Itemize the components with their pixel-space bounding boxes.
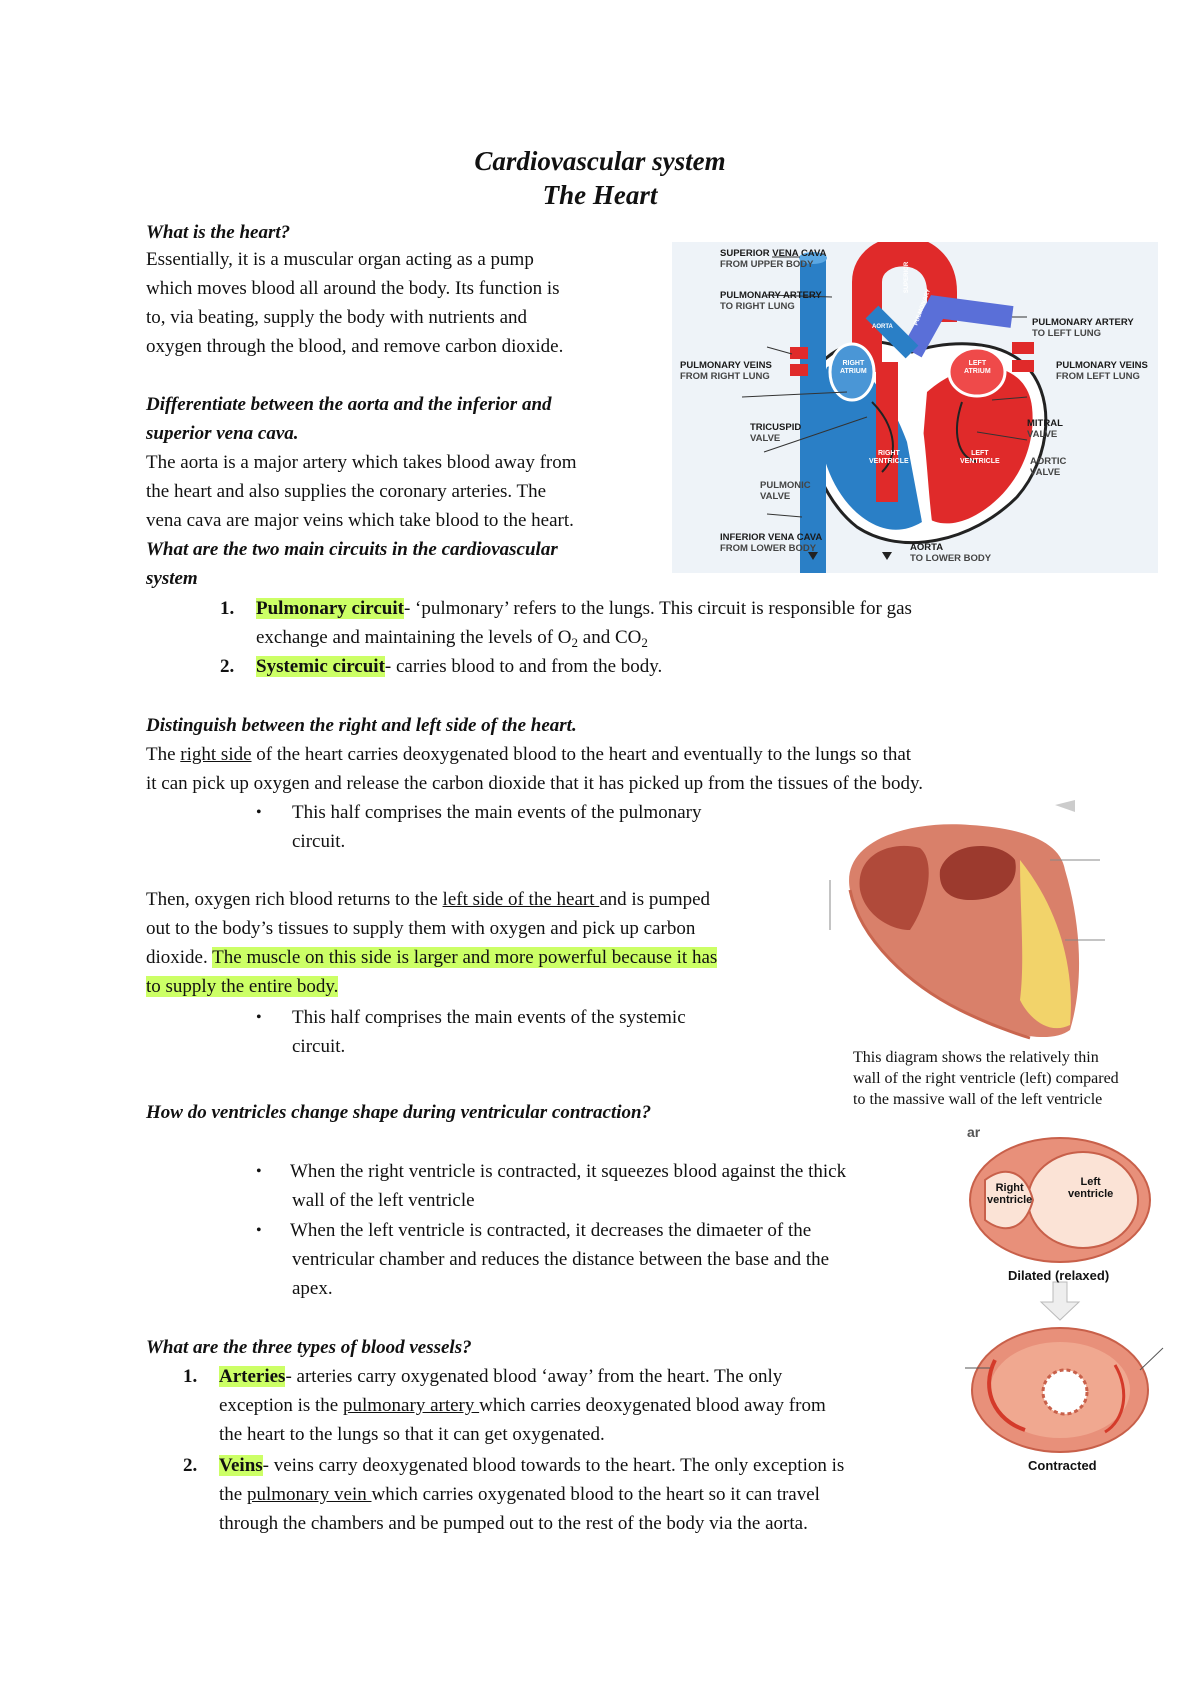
answer-sides-line — [146, 943, 717, 972]
label-line: VALVE — [760, 491, 791, 502]
circuit-desc: and CO — [578, 627, 642, 648]
label-line: FROM UPPER BODY — [720, 259, 814, 270]
label-line: PULMONARY ARTERY — [1032, 317, 1134, 328]
bullet-text: circuit. — [292, 1036, 346, 1057]
label-line: LEFT — [971, 450, 989, 457]
label-pv-left — [680, 360, 772, 382]
term-arteries: Arteries — [219, 1366, 286, 1387]
list-number — [183, 1451, 197, 1480]
answer-sides-line — [146, 972, 338, 1001]
label-aorta: AORTA — [872, 324, 893, 330]
label-left-atrium — [964, 360, 991, 376]
underlined-text: left side of the heart — [442, 889, 600, 910]
pv-right-1 — [1012, 342, 1034, 354]
label-right-atrium — [840, 360, 867, 376]
answer-heart-line: Essentially, it is a muscular organ acting as a pump — [146, 249, 534, 270]
label-line: TRICUSPID — [750, 422, 802, 433]
highlighted-text: The muscle on this side is larger and more powerful because it has — [212, 947, 718, 968]
answer-heart-line: oxygen through the blood, and remove carbon dioxide. — [146, 336, 564, 357]
label-line: VALVE — [1030, 467, 1061, 478]
arrow-head — [882, 552, 892, 560]
label-line: PULMONIC — [760, 480, 811, 491]
term-systemic-circuit: Systemic circuit — [256, 656, 385, 677]
question-sides: Distinguish between the right and left side of the heart. — [146, 715, 577, 736]
bullet-marker: • — [256, 1009, 262, 1026]
label-aorta-low — [910, 542, 991, 564]
dilated-left-ventricle — [1028, 1152, 1138, 1248]
circuit-desc: exchange and maintaining the levels of O — [256, 627, 572, 648]
text-run: which carries oxygenated blood to the heart so it can travel — [371, 1484, 820, 1505]
list-number: 2. — [220, 656, 235, 677]
bullet-text: When the left ventricle is contracted, it decreases the dimaeter of the — [290, 1220, 812, 1241]
question-aorta: Differentiate between the aorta and the inferior and — [146, 394, 552, 415]
label-line: PULMONARY VEINS — [680, 360, 772, 371]
bullet-text: When the right ventricle is contracted, it squeezes blood against the thick — [290, 1161, 847, 1182]
subscript: 2 — [641, 635, 648, 650]
pointer-line — [1140, 1348, 1163, 1370]
label-contracted: Contracted — [1028, 1458, 1097, 1473]
bullet-text: This half comprises the main events of the pulmonary — [292, 802, 702, 823]
circuit-desc: - ‘pulmonary’ refers to the lungs. This circuit is responsible for gas — [403, 598, 912, 619]
term-veins: Veins — [219, 1455, 263, 1476]
page-title: Cardiovascular system — [474, 146, 726, 176]
list-number: 1. — [220, 598, 235, 619]
text-run: of the heart carries deoxygenated blood to the heart and eventually to the lungs so that — [251, 744, 912, 765]
vessel-item-arteries — [219, 1362, 782, 1391]
answer-heart-line: which moves blood all around the body. Its function is — [146, 278, 560, 299]
corner-flag — [1055, 800, 1075, 812]
vessel-item-line: through the chambers and be pumped out to the rest of the body via the aorta. — [219, 1513, 808, 1534]
label-mitral — [1027, 418, 1063, 440]
heart-anatomy-diagram — [672, 242, 1158, 573]
bullet-text: This half comprises the main events of the systemic — [292, 1007, 686, 1028]
text-run: the — [219, 1484, 247, 1505]
label-line: ventricle — [1068, 1188, 1114, 1200]
label-ivc — [720, 532, 822, 554]
leader-line — [767, 514, 802, 517]
label-superior-vertical: SUPERIOR — [904, 261, 911, 294]
bullet-marker: • — [256, 804, 262, 821]
label-tricuspid — [750, 422, 801, 444]
answer-aorta-line: the heart and also supplies the coronary arteries. The — [146, 481, 547, 502]
circuit-item-pulmonary-text — [256, 594, 912, 623]
circuit-item-systemic — [220, 652, 234, 681]
label-line: LEFT — [968, 360, 987, 367]
circuit-item-systemic-text — [256, 652, 662, 681]
ventricle-shape-svg — [965, 1120, 1165, 1490]
label-line: ventricle — [987, 1194, 1033, 1206]
vessel-item-line — [219, 1480, 820, 1509]
bullet-text: ventricular chamber and reduces the distance between the base and the — [292, 1249, 830, 1270]
label-svc — [720, 248, 826, 270]
label-line: PULMONARY VEINS — [1056, 360, 1148, 371]
label-pv-right — [1056, 360, 1148, 382]
label-line: INFERIOR VENA CAVA — [720, 532, 823, 543]
question-circuits: system — [146, 568, 198, 589]
label-right-ventricle — [869, 450, 909, 466]
label-pulmonary-vertical: PULMONARY — [913, 288, 933, 327]
leader-line — [767, 347, 792, 354]
label-line: MITRAL — [1027, 418, 1063, 429]
label-line: VALVE — [1027, 429, 1058, 440]
label-pa-left — [720, 290, 822, 312]
label-right-ventricle — [987, 1182, 1032, 1206]
answer-heart-line: to, via beating, supply the body with nutrients and — [146, 307, 528, 328]
label-line: RIGHT — [877, 450, 900, 457]
bullet-text: wall of the left ventricle — [292, 1190, 475, 1211]
label-line: TO LEFT LUNG — [1032, 328, 1101, 339]
answer-sides-line — [146, 740, 911, 769]
label-pa-right — [1032, 317, 1134, 339]
label-pulmonic — [760, 480, 811, 502]
label-line: RIGHT — [842, 360, 865, 367]
question-heart: What is the heart? — [146, 222, 291, 243]
label-line: TO LOWER BODY — [910, 553, 992, 564]
pv-right-2 — [1012, 360, 1034, 372]
circuit-item-pulmonary — [220, 594, 234, 623]
term-pulmonary-circuit: Pulmonary circuit — [256, 598, 404, 619]
down-arrow-icon — [1041, 1282, 1079, 1320]
ventricle-cross-section-illustration — [820, 800, 1110, 1045]
answer-sides-line: out to the body’s tissues to supply them with oxygen and pick up carbon — [146, 918, 696, 939]
text-run: - arteries carry oxygenated blood ‘away’ from the heart. The only — [285, 1366, 783, 1387]
label-line: Right — [995, 1182, 1024, 1194]
label-line: AORTIC — [1030, 456, 1067, 467]
label-line: FROM LEFT LUNG — [1056, 371, 1140, 382]
subscript: 2 — [571, 635, 579, 650]
label-line: ATRIUM — [964, 368, 991, 375]
answer-sides-line: it can pick up oxygen and release the carbon dioxide that it has picked up from the tissues of the body. — [146, 773, 924, 794]
text-run: Then, oxygen rich blood returns to the — [146, 889, 443, 910]
vessel-item-line: the heart to the lungs so that it can get oxygenated. — [219, 1424, 605, 1445]
figure-caption: wall of the right ventricle (left) compared — [853, 1070, 1119, 1087]
question-circuits: What are the two main circuits in the cardiovascular — [146, 539, 558, 560]
text-run: and is pumped — [599, 889, 711, 910]
vessel-item-veins — [219, 1451, 844, 1480]
figure-caption: to the massive wall of the left ventricle — [853, 1091, 1103, 1108]
bullet-marker: • — [256, 1222, 262, 1239]
figure-caption: This diagram shows the relatively thin — [853, 1049, 1099, 1066]
circuit-desc: - carries blood to and from the body. — [384, 656, 663, 677]
label-line: Left — [1080, 1176, 1101, 1188]
answer-sides-line — [146, 885, 710, 914]
bullet-marker: • — [256, 1163, 262, 1180]
bullet-text: apex. — [292, 1278, 333, 1299]
question-vessels: What are the three types of blood vessels? — [146, 1337, 472, 1358]
label-line: SUPERIOR VENA CAVA — [720, 248, 827, 259]
label-line: VALVE — [750, 433, 781, 444]
text-run: exception is the — [219, 1395, 343, 1416]
answer-aorta-line: vena cava are major veins which take blood to the heart. — [146, 510, 574, 531]
ventricle-shape-diagram — [965, 1120, 1165, 1490]
label-line: FROM LOWER BODY — [720, 543, 817, 554]
underlined-text: pulmonary vein — [246, 1484, 372, 1505]
contracted-left-ventricle — [1043, 1370, 1087, 1414]
underlined-text: right side — [180, 744, 252, 765]
label-dilated: Dilated (relaxed) — [1008, 1268, 1110, 1283]
pv-left-2 — [790, 364, 808, 376]
ventricle-cross-section-svg — [820, 800, 1110, 1045]
vessel-item-line — [219, 1391, 826, 1420]
pv-left-1 — [790, 347, 808, 359]
label-line: VENTRICLE — [960, 458, 1000, 465]
text-run: which carries deoxygenated blood away from — [479, 1395, 826, 1416]
page-subtitle: The Heart — [542, 180, 658, 210]
list-number-text: 2. — [183, 1455, 198, 1476]
label-line: AORTA — [910, 542, 944, 553]
label-left-ventricle — [960, 450, 1000, 466]
question-aorta: superior vena cava. — [146, 423, 299, 444]
label-line: PULMONARY ARTERY — [720, 290, 822, 301]
text-run: dioxide. — [146, 947, 213, 968]
label-left-ventricle — [1068, 1176, 1113, 1200]
text-run: - veins carry deoxygenated blood towards to the heart. The only exception is — [262, 1455, 845, 1476]
corner-fragment: ar — [967, 1124, 981, 1140]
text-run: The — [146, 744, 181, 765]
label-line: TO RIGHT LUNG — [720, 301, 795, 312]
underlined-text: pulmonary artery — [343, 1395, 480, 1416]
highlighted-text: to supply the entire body. — [146, 976, 339, 997]
list-number-text: 1. — [183, 1366, 198, 1387]
label-line: ATRIUM — [840, 368, 867, 375]
bullet-text: circuit. — [292, 831, 346, 852]
label-line: VENTRICLE — [869, 458, 909, 465]
label-aortic — [1030, 456, 1066, 478]
question-ventricles: How do ventricles change shape during ventricular contraction? — [146, 1102, 652, 1123]
label-line: FROM RIGHT LUNG — [680, 371, 770, 382]
list-number — [183, 1362, 197, 1391]
answer-aorta-line: The aorta is a major artery which takes blood away from — [146, 452, 577, 473]
